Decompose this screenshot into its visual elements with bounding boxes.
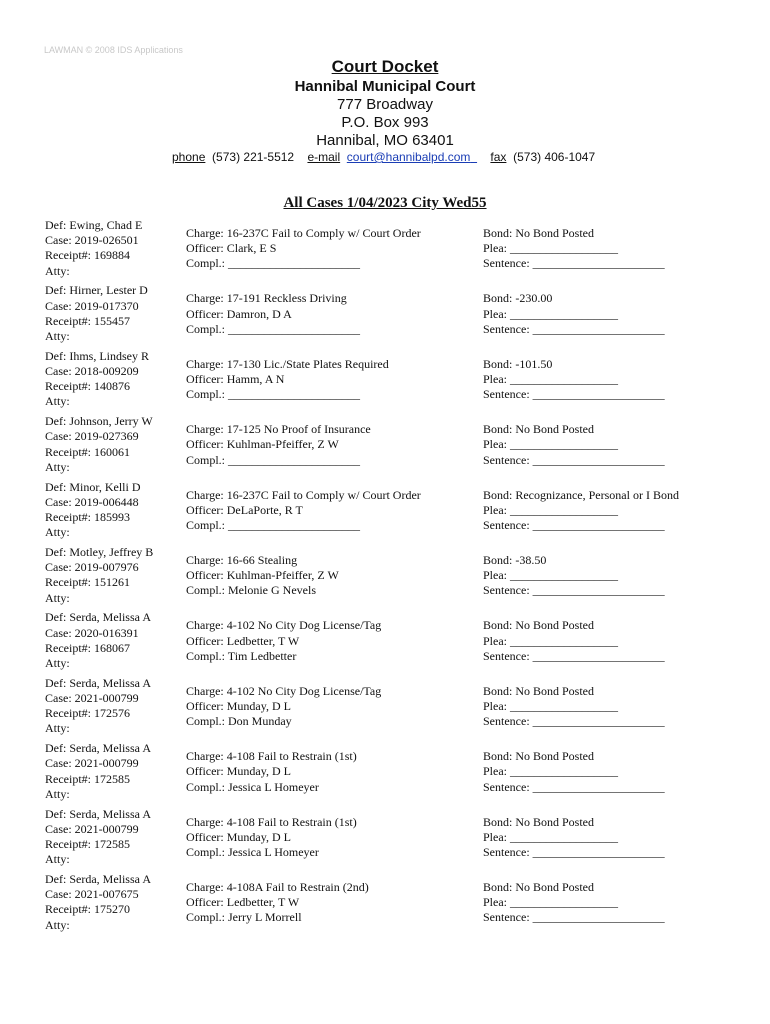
fax-number: (573) 406-1047 — [513, 150, 596, 164]
case-bond-text: Bond: No Bond Posted — [483, 879, 595, 894]
case-sentence-text: Sentence: ______________________ — [483, 714, 665, 729]
case-officer-text: Officer: Damron, D A — [186, 306, 292, 321]
case-plea-text: Plea: __________________ — [483, 698, 618, 713]
case-atty-text: Atty: — [45, 852, 70, 867]
case-case-text: Case: 2019-027369 — [45, 429, 139, 444]
defendant-block — [45, 414, 153, 475]
bond-block — [483, 684, 665, 730]
case-atty-text: Atty: — [45, 329, 70, 343]
case-bond-text: Bond: Recognizance, Personal or I Bond — [483, 487, 679, 502]
case-atty-text: Atty: — [45, 655, 70, 670]
email-label: e-mail — [307, 150, 341, 164]
case-case-text: Case: 2021-000799 — [45, 821, 139, 836]
case-entry — [0, 283, 770, 348]
case-compl-text: Compl.: ______________________ — [186, 517, 361, 532]
case-receipt-text: Receipt#: 140876 — [45, 379, 130, 394]
case-entry — [0, 610, 770, 675]
case-receipt-text: Receipt#: 172585 — [45, 771, 130, 786]
bond-block — [483, 357, 665, 403]
bond-block — [483, 291, 665, 337]
case-officer-text: Officer: DeLaPorte, R T — [186, 502, 303, 517]
case-plea-text: Plea: __________________ — [483, 306, 618, 321]
defendant-block — [45, 676, 151, 737]
case-sentence-text: Sentence: ______________________ — [483, 844, 665, 859]
case-sentence-text: Sentence: ______________________ — [483, 910, 665, 925]
case-list — [0, 218, 770, 937]
case-charge-text: Charge: 4-108 Fail to Restrain (1st) — [186, 749, 357, 764]
case-compl-text: Compl.: ______________________ — [186, 387, 361, 402]
case-receipt-text: Receipt#: 172576 — [45, 706, 130, 721]
phone-number: (573) 221-5512 — [212, 150, 295, 164]
case-compl-text: Compl.: Don Munday — [186, 714, 292, 729]
case-charge-text: Charge: 16-66 Stealing — [186, 552, 298, 567]
case-entry — [0, 218, 770, 283]
case-receipt-text: Receipt#: 185993 — [45, 509, 130, 524]
defendant-block — [45, 610, 151, 671]
case-bond-text: Bond: -38.50 — [483, 552, 547, 567]
case-officer-text: Officer: Munday, D L — [186, 698, 291, 713]
case-receipt-text: Receipt#: 172585 — [45, 836, 130, 851]
case-entry — [0, 741, 770, 806]
case-charge-text: Charge: 4-102 No City Dog License/Tag — [186, 683, 382, 698]
case-bond-text: Bond: -230.00 — [483, 291, 553, 306]
case-receipt-text: Receipt#: 155457 — [45, 313, 130, 328]
case-entry — [0, 676, 770, 741]
case-entry — [0, 872, 770, 937]
fax-label: fax — [490, 150, 507, 164]
case-officer-text: Officer: Ledbetter, T W — [186, 633, 300, 648]
case-def-text: Def: Motley, Jeffrey B — [45, 544, 154, 559]
case-officer-text: Officer: Munday, D L — [186, 829, 291, 844]
case-bond-text: Bond: No Bond Posted — [483, 618, 595, 633]
defendant-block — [45, 349, 149, 410]
case-plea-text: Plea: __________________ — [483, 437, 618, 452]
bond-block — [483, 422, 665, 468]
case-compl-text: Compl.: ______________________ — [186, 321, 361, 336]
charge-block — [186, 880, 369, 926]
case-sentence-text: Sentence: ______________________ — [483, 648, 665, 663]
case-atty-text: Atty: — [45, 525, 70, 540]
defendant-block — [45, 218, 142, 279]
case-entry — [0, 807, 770, 872]
contact-line — [172, 150, 595, 164]
defendant-block — [45, 480, 141, 541]
case-def-text: Def: Ewing, Chad E — [45, 218, 143, 232]
case-officer-text: Officer: Ledbetter, T W — [186, 895, 300, 910]
charge-block — [186, 226, 421, 272]
bond-block — [483, 488, 679, 534]
case-atty-text: Atty: — [45, 394, 70, 409]
case-bond-text: Bond: No Bond Posted — [483, 814, 595, 829]
case-officer-text: Officer: Clark, E S — [186, 241, 277, 256]
case-case-text: Case: 2019-006448 — [45, 494, 139, 509]
case-def-text: Def: Serda, Melissa A — [45, 741, 151, 756]
case-def-text: Def: Serda, Melissa A — [45, 675, 151, 690]
case-bond-text: Bond: No Bond Posted — [483, 749, 595, 764]
case-officer-text: Officer: Kuhlman-Pfeiffer, Z W — [186, 568, 339, 583]
bond-block — [483, 880, 665, 926]
court-name: Hannibal Municipal Court — [294, 78, 476, 95]
case-def-text: Def: Minor, Kelli D — [45, 479, 141, 494]
case-plea-text: Plea: __________________ — [483, 371, 618, 386]
bond-block — [483, 815, 665, 861]
docket-header — [0, 56, 770, 150]
case-charge-text: Charge: 16-237C Fail to Comply w/ Court Order — [186, 226, 421, 240]
bond-block — [483, 618, 665, 664]
charge-block — [186, 422, 371, 468]
case-def-text: Def: Serda, Melissa A — [45, 871, 151, 886]
case-sentence-text: Sentence: ______________________ — [483, 321, 665, 336]
charge-block — [186, 749, 357, 795]
case-case-text: Case: 2019-026501 — [45, 233, 139, 248]
case-def-text: Def: Serda, Melissa A — [45, 610, 151, 625]
case-compl-text: Compl.: ______________________ — [186, 452, 361, 467]
email-link[interactable]: court@hannibalpd.com — [346, 150, 471, 164]
charge-block — [186, 488, 421, 534]
charge-block — [186, 357, 389, 403]
case-case-text: Case: 2019-017370 — [45, 298, 139, 313]
case-atty-text: Atty: — [45, 917, 70, 932]
defendant-block — [45, 807, 151, 868]
case-charge-text: Charge: 17-130 Lic./State Plates Required — [186, 356, 389, 371]
case-sentence-text: Sentence: ______________________ — [483, 387, 665, 402]
case-receipt-text: Receipt#: 168067 — [45, 640, 130, 655]
case-plea-text: Plea: __________________ — [483, 895, 618, 910]
case-case-text: Case: 2019-007976 — [45, 560, 139, 575]
charge-block — [186, 618, 381, 664]
case-case-text: Case: 2020-016391 — [45, 625, 139, 640]
case-sentence-text: Sentence: ______________________ — [483, 256, 665, 271]
case-case-text: Case: 2021-007675 — [45, 887, 139, 902]
case-charge-text: Charge: 4-102 No City Dog License/Tag — [186, 618, 382, 633]
case-entry — [0, 480, 770, 545]
case-sentence-text: Sentence: ______________________ — [483, 452, 665, 467]
case-atty-text: Atty: — [45, 786, 70, 801]
charge-block — [186, 815, 357, 861]
case-receipt-text: Receipt#: 160061 — [45, 444, 130, 459]
case-sentence-text: Sentence: ______________________ — [483, 583, 665, 598]
case-plea-text: Plea: __________________ — [483, 633, 618, 648]
address-line-1: 777 Broadway — [337, 96, 433, 113]
case-officer-text: Officer: Kuhlman-Pfeiffer, Z W — [186, 437, 339, 452]
case-compl-text: Compl.: Jerry L Morrell — [186, 910, 302, 925]
case-compl-text: Compl.: Jessica L Homeyer — [186, 844, 319, 859]
case-plea-text: Plea: __________________ — [483, 568, 618, 583]
case-bond-text: Bond: -101.50 — [483, 356, 553, 371]
case-def-text: Def: Serda, Melissa A — [45, 806, 151, 821]
case-bond-text: Bond: No Bond Posted — [483, 226, 595, 240]
case-plea-text: Plea: __________________ — [483, 764, 618, 779]
case-charge-text: Charge: 17-125 No Proof of Insurance — [186, 422, 371, 437]
defendant-block — [45, 872, 151, 933]
case-compl-text: Compl.: ______________________ — [186, 256, 361, 271]
docket-subtitle: All Cases 1/04/2023 City Wed55 — [283, 195, 487, 211]
case-sentence-text: Sentence: ______________________ — [483, 517, 665, 532]
case-plea-text: Plea: __________________ — [483, 241, 618, 256]
case-atty-text: Atty: — [45, 263, 70, 278]
bond-block — [483, 749, 665, 795]
case-bond-text: Bond: No Bond Posted — [483, 422, 595, 437]
defendant-block — [45, 545, 153, 606]
case-atty-text: Atty: — [45, 721, 70, 736]
case-case-text: Case: 2021-000799 — [45, 756, 139, 771]
case-atty-text: Atty: — [45, 459, 70, 474]
case-sentence-text: Sentence: ______________________ — [483, 779, 665, 794]
watermark: LAWMAN © 2008 IDS Applications — [44, 45, 183, 55]
case-case-text: Case: 2021-000799 — [45, 690, 139, 705]
phone-label: phone — [172, 150, 206, 164]
bond-block — [483, 553, 665, 599]
case-compl-text: Compl.: Jessica L Homeyer — [186, 779, 319, 794]
case-charge-text: Charge: 4-108A Fail to Restrain (2nd) — [186, 879, 369, 894]
case-bond-text: Bond: No Bond Posted — [483, 683, 595, 698]
case-def-text: Def: Johnson, Jerry W — [45, 414, 153, 429]
case-compl-text: Compl.: Tim Ledbetter — [186, 648, 297, 663]
case-atty-text: Atty: — [45, 590, 70, 605]
case-case-text: Case: 2018-009209 — [45, 363, 139, 378]
case-charge-text: Charge: 17-191 Reckless Driving — [186, 291, 347, 306]
address-line-3: Hannibal, MO 63401 — [316, 132, 454, 149]
charge-block — [186, 684, 381, 730]
case-receipt-text: Receipt#: 151261 — [45, 575, 130, 590]
case-entry — [0, 545, 770, 610]
charge-block — [186, 291, 360, 337]
case-officer-text: Officer: Munday, D L — [186, 764, 291, 779]
case-entry — [0, 349, 770, 414]
case-charge-text: Charge: 4-108 Fail to Restrain (1st) — [186, 814, 357, 829]
case-entry — [0, 414, 770, 479]
case-plea-text: Plea: __________________ — [483, 829, 618, 844]
bond-block — [483, 226, 665, 272]
page-title: Court Docket — [331, 57, 439, 76]
charge-block — [186, 553, 339, 599]
case-compl-text: Compl.: Melonie G Nevels — [186, 583, 316, 598]
case-def-text: Def: Hirner, Lester D — [45, 283, 148, 298]
defendant-block — [45, 283, 148, 344]
defendant-block — [45, 741, 151, 802]
case-plea-text: Plea: __________________ — [483, 502, 618, 517]
case-charge-text: Charge: 16-237C Fail to Comply w/ Court Order — [186, 487, 421, 502]
case-receipt-text: Receipt#: 169884 — [45, 248, 130, 263]
case-officer-text: Officer: Hamm, A N — [186, 371, 285, 386]
case-def-text: Def: Ihms, Lindsey R — [45, 348, 149, 363]
case-receipt-text: Receipt#: 175270 — [45, 902, 130, 917]
address-line-2: P.O. Box 993 — [341, 114, 429, 131]
